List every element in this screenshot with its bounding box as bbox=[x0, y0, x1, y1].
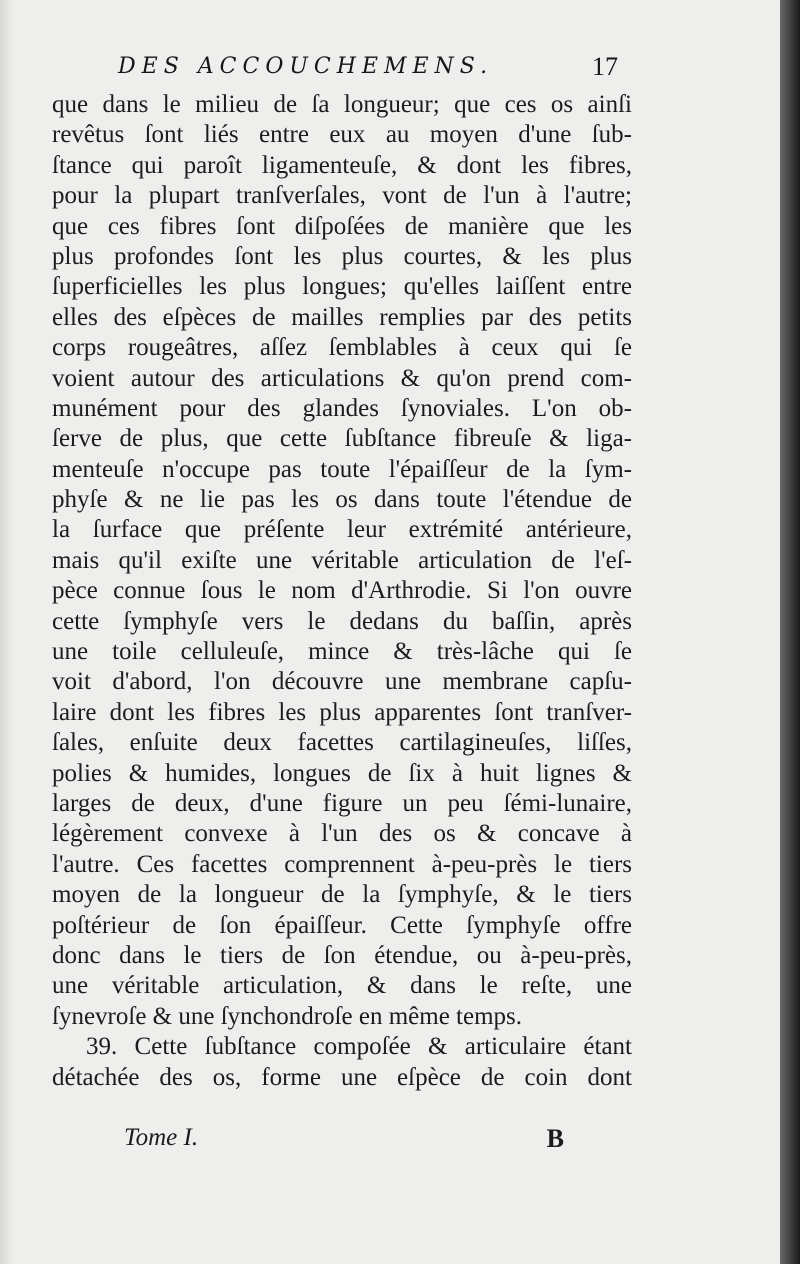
text-line: plus profondes ſont les plus courtes, & les plus bbox=[52, 242, 632, 270]
text-line: pèce connue ſous le nom d'Arthrodie. Si l'on ouvre bbox=[52, 577, 632, 605]
text-line: elles des eſpèces de mailles remplies par des petits bbox=[52, 303, 632, 331]
text-line: larges de deux, d'une figure un peu ſémi-lunaire, bbox=[52, 789, 632, 817]
text-line: une toile celluleuſe, mince & très-lâche qui ſe bbox=[52, 638, 632, 666]
text-line: une véritable articulation, & dans le reſte, une bbox=[52, 972, 632, 1000]
text-line: que ces fibres ſont diſpoſées de manière que les bbox=[52, 212, 632, 240]
page-header bbox=[118, 52, 618, 88]
page-gutter-shadow bbox=[0, 0, 14, 1264]
text-line: pour la plupart tranſverſales, vont de l'un à l'autre; bbox=[52, 182, 632, 210]
running-title: DES ACCOUCHEMENS. bbox=[118, 54, 494, 79]
text-line: voit d'abord, l'on découvre une membrane capſu- bbox=[52, 668, 632, 696]
body-text bbox=[52, 90, 632, 1093]
text-line: ſales, enſuite deux facettes cartilagineuſes, liſſes, bbox=[52, 729, 632, 757]
text-line: polies & humides, longues de ſix à huit lignes & bbox=[52, 759, 632, 787]
text-line: la ſurface que préſente leur extrémité antérieure, bbox=[52, 516, 632, 544]
text-line: moyen de la longueur de la ſymphyſe, & le tiers bbox=[52, 881, 632, 909]
volume-signature: Tome I. bbox=[124, 1124, 199, 1151]
page-footer bbox=[124, 1124, 564, 1160]
page-edge-shadow bbox=[780, 0, 800, 1264]
gathering-signature-mark: B bbox=[546, 1124, 564, 1153]
text-line: poſtérieur de ſon épaiſſeur. Cette ſymphyſe offre bbox=[52, 911, 632, 939]
text-line: mais qu'il exiſte une véritable articulation de l'eſ- bbox=[52, 546, 632, 574]
text-line: laire dont les fibres les plus apparentes ſont tranſver- bbox=[52, 698, 632, 726]
text-line: corps rougeâtres, aſſez ſemblables à ceux qui ſe bbox=[52, 334, 632, 362]
text-line: ſuperficielles les plus longues; qu'elles laiſſent entre bbox=[52, 273, 632, 301]
text-line: voient autour des articulations & qu'on prend com- bbox=[52, 364, 632, 392]
text-line: cette ſymphyſe vers le dedans du baſſin, après bbox=[52, 607, 632, 635]
text-line: ſynevroſe & une ſynchondroſe en même temps. bbox=[52, 1002, 523, 1030]
text-line: revêtus ſont liés entre eux au moyen d'une ſub- bbox=[52, 121, 632, 149]
text-line: munément pour des glandes ſynoviales. L'on ob- bbox=[52, 394, 632, 422]
paragraph-start-line: 39. Cette ſubſtance compoſée & articulaire étant bbox=[86, 1033, 632, 1061]
text-line: que dans le milieu de ſa longueur; que ces os ainſi bbox=[52, 91, 632, 118]
text-line: détachée des os, forme une eſpèce de coin dont bbox=[52, 1063, 632, 1091]
text-line: phyſe & ne lie pas les os dans toute l'étendue de bbox=[52, 486, 632, 514]
page-number: 17 bbox=[592, 52, 618, 81]
text-line: ſerve de plus, que cette ſubſtance fibreuſe & liga- bbox=[52, 425, 632, 453]
text-line: l'autre. Ces facettes comprennent à-peu-près le tiers bbox=[52, 850, 632, 878]
text-line: donc dans le tiers de ſon étendue, ou à-peu-près, bbox=[52, 941, 632, 969]
text-line: légèrement convexe à l'un des os & concave à bbox=[52, 820, 632, 848]
text-line: ſtance qui paroît ligamenteuſe, & dont les fibres, bbox=[52, 151, 632, 179]
text-line: menteuſe n'occupe pas toute l'épaiſſeur de la ſym- bbox=[52, 455, 632, 483]
